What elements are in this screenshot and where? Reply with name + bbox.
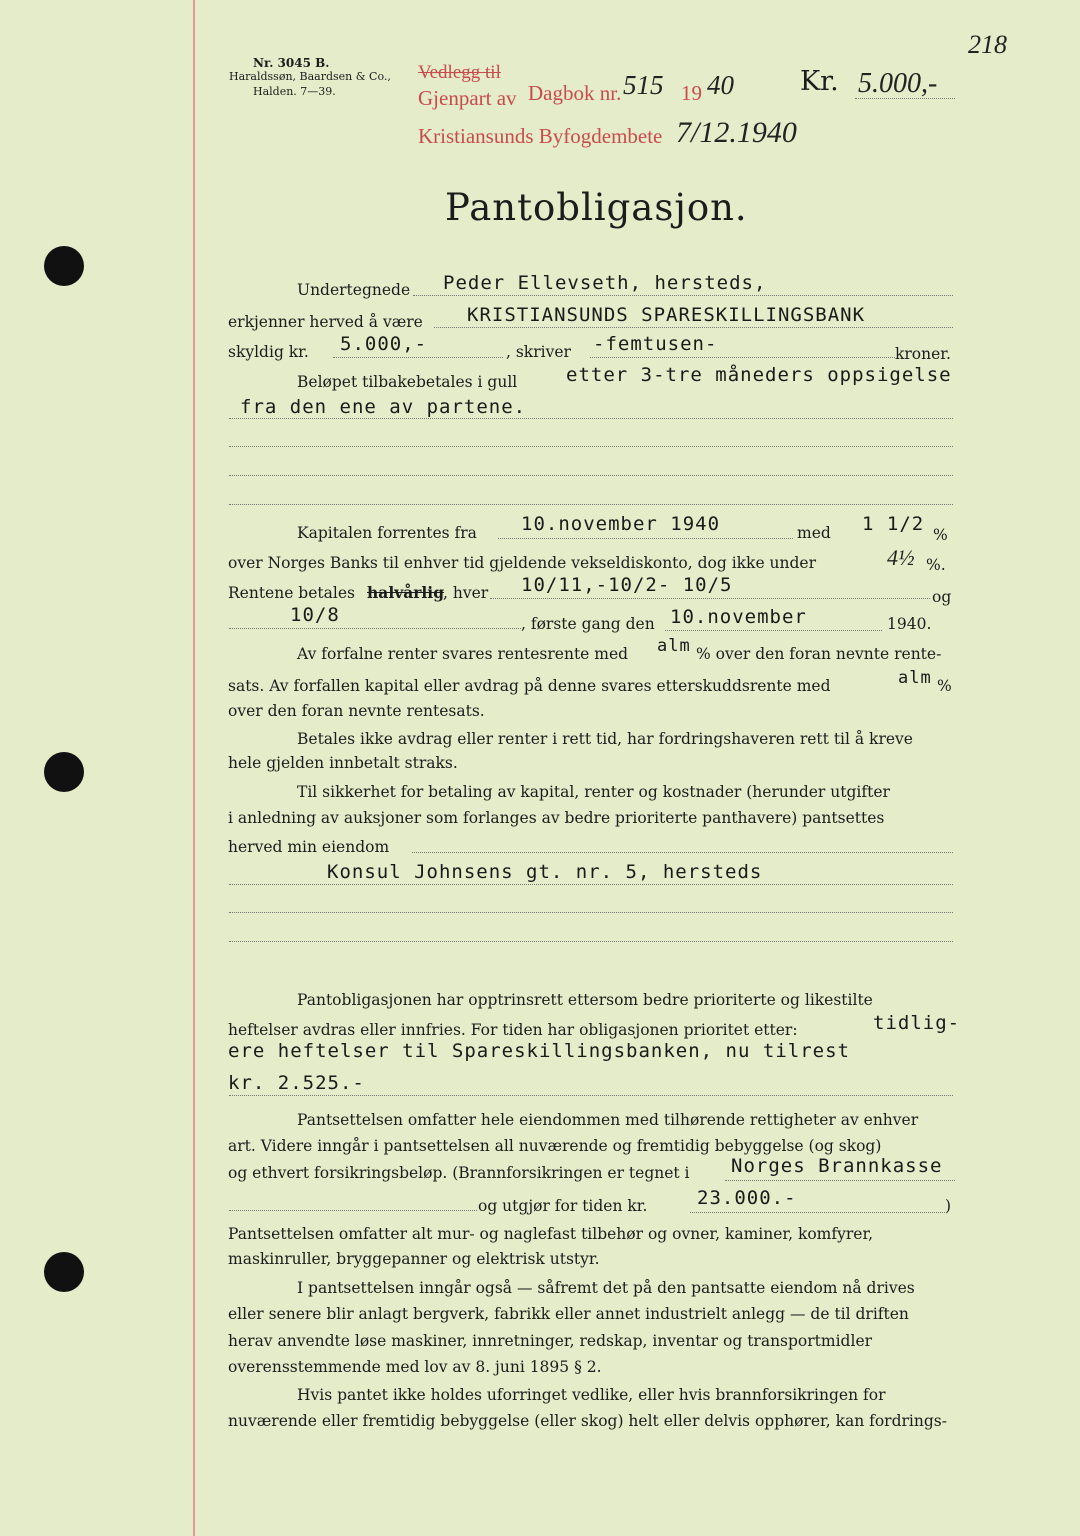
belopet-label: Beløpet tilbakebetales i gull (297, 373, 518, 391)
forfalne-text-2: % over den foran nevnte rente- (696, 645, 942, 663)
skyldig-label: skyldig kr. (228, 343, 309, 361)
kr-label: Kr. (800, 66, 839, 97)
punch-hole-bottom (44, 1252, 84, 1292)
insured-amount: 23.000.- (697, 1187, 797, 1209)
betales-line-1: Betales ikke avdrag eller renter i rett tid, har fordringshaveren rett til å kreve (297, 730, 913, 748)
prior-lien-1: tidlig- (873, 1012, 961, 1034)
mur-line-2: maskinruller, bryggepanner og elektrisk utstyr. (228, 1250, 600, 1268)
printer-place-date: Halden. 7—39. (253, 85, 336, 98)
sats-percent: % (937, 677, 952, 695)
sikkerhet-line-2: i anledning av auksjoner som forlanges av bedre prioriterte panthavere) pantsettes (228, 809, 885, 827)
payment-dates-1: 10/11,-10/2- 10/5 (521, 574, 733, 596)
year-suffix: 40 (707, 70, 734, 100)
forfalne-text: Av forfalne renter svares rentesrente med (297, 645, 629, 663)
year-prefix: 19 (681, 81, 702, 105)
first-payment-date: 10.november (670, 606, 807, 628)
kroner-label: kroner. (895, 345, 951, 363)
rentene-label: Rentene betales (228, 584, 355, 602)
mur-line-1: Pantsettelsen omfatter alt mur- og naglefast tilbehør og ovner, kaminer, komfyrer, (228, 1225, 874, 1243)
over-norges-bank-text: over Norges Banks til enhver tid gjeldende vekseldiskonto, dog ikke under (228, 554, 817, 572)
ogsa-line-4: overensstemmende med lov av 8. juni 1895 § 2. (228, 1358, 602, 1376)
percent-sign-2: %. (926, 556, 946, 574)
creditor-name: KRISTIANSUNDS SPARESKILLINGSBANK (467, 304, 866, 326)
ogsa-line-3: herav anvendte løse maskiner, innretninger, redskap, inventar og transportmidler (228, 1332, 873, 1350)
kapitalen-label: Kapitalen forrentes fra (297, 524, 477, 542)
court-date: 7/12.1940 (676, 116, 797, 149)
omfatter-line-3: og ethvert forsikringsbeløp. (Brannforsikringen er tegnet i (228, 1164, 690, 1182)
opptrinn-line-1: Pantobligasjonen har opptrinsrett ettersom bedre prioriterte og likestilte (297, 991, 873, 1009)
paren-close: ) (945, 1197, 952, 1215)
margin-rule (193, 0, 195, 1536)
amount-in-words: -femtusen- (593, 333, 718, 355)
printer-publisher: Haraldssøn, Baardsen & Co., (229, 70, 391, 83)
form-number: Nr. 3045 B. (253, 56, 330, 70)
court-name: Kristiansunds Byfogdembete (418, 124, 663, 148)
struck-halvarlig: halvårlig (367, 583, 445, 602)
prior-lien-3: kr. 2.525.- (228, 1072, 365, 1094)
document-title: Pantobligasjon. (445, 186, 748, 229)
percent-sign: % (933, 526, 948, 544)
sikkerhet-line-1: Til sikkerhet for betaling av kapital, renter og kostnader (herunder utgifter (297, 783, 890, 801)
utgjor-label: og utgjør for tiden kr. (478, 1197, 648, 1215)
first-payment-year: 1940. (887, 615, 932, 633)
omfatter-line-2: art. Videre inngår i pantsettelsen all nuværende og fremtidig bebyggelse (og skog) (228, 1137, 882, 1155)
dagbok-number: 515 (623, 70, 664, 100)
sats-rate: alm (898, 668, 932, 688)
og-label: og (932, 588, 952, 606)
betales-line-2: hele gjelden innbetalt straks. (228, 754, 458, 772)
debtor-name: Peder Ellevseth, hersteds, (443, 272, 767, 294)
omfatter-line-1: Pantsettelsen omfatter hele eiendommen med tilhørende rettigheter av enhver (297, 1111, 919, 1129)
med-label: med (797, 524, 831, 542)
interest-from-date: 10.november 1940 (521, 513, 721, 535)
hver-label: , hver (443, 584, 489, 602)
debt-amount: 5.000,- (340, 333, 428, 355)
insurer-name: Norges Brannkasse (731, 1155, 943, 1177)
undertegnede-label: Undertegnede (297, 281, 411, 299)
payment-dates-2: 10/8 (290, 604, 340, 626)
sats-text: sats. Av forfallen kapital eller avdrag på denne svares etterskuddsrente med (228, 677, 831, 695)
interest-rate: 1 1/2 (862, 513, 925, 535)
kr-amount: 5.000,- (858, 68, 938, 99)
gjenpart-label: Gjenpart av (418, 86, 517, 110)
punch-hole-top (44, 246, 84, 286)
opptrinn-line-2: heftelser avdras eller innfries. For tiden har obligasjonen prioritet etter: (228, 1021, 798, 1039)
skriver-label: , skriver (506, 343, 571, 361)
forste-gang-label: , første gang den (521, 615, 655, 633)
dagbok-label: Dagbok nr. (528, 81, 622, 105)
sikkerhet-line-3: herved min eiendom (228, 838, 390, 856)
property-address: Konsul Johnsens gt. nr. 5, hersteds (327, 861, 763, 883)
pantet-line-2: nuværende eller fremtidig bebyggelse (eller skog) helt eller delvis opphører, kan fordrings- (228, 1412, 947, 1430)
pantet-line-1: Hvis pantet ikke holdes uforringet vedlike, eller hvis brannforsikringen for (297, 1386, 886, 1404)
page-number: 218 (968, 30, 1007, 59)
prior-lien-2: ere heftelser til Spareskillingsbanken, nu tilrest (228, 1040, 850, 1062)
over-rentesats: over den foran nevnte rentesats. (228, 702, 485, 720)
repayment-terms-1: etter 3-tre måneders oppsigelse (566, 364, 952, 386)
punch-hole-middle (44, 752, 84, 792)
erkjenner-label: erkjenner herved å være (228, 313, 423, 331)
ogsa-line-1: I pantsettelsen inngår også — såfremt det på den pantsatte eiendom nå drives (297, 1279, 915, 1297)
repayment-terms-2: fra den ene av partene. (240, 396, 527, 418)
minimum-rate: 4½ (887, 545, 915, 570)
vedlegg-label: Vedlegg til (418, 62, 501, 83)
forfalne-rate: alm (657, 636, 691, 656)
ogsa-line-2: eller senere blir anlagt bergverk, fabrikk eller annet industrielt anlegg — de til driften (228, 1305, 909, 1323)
